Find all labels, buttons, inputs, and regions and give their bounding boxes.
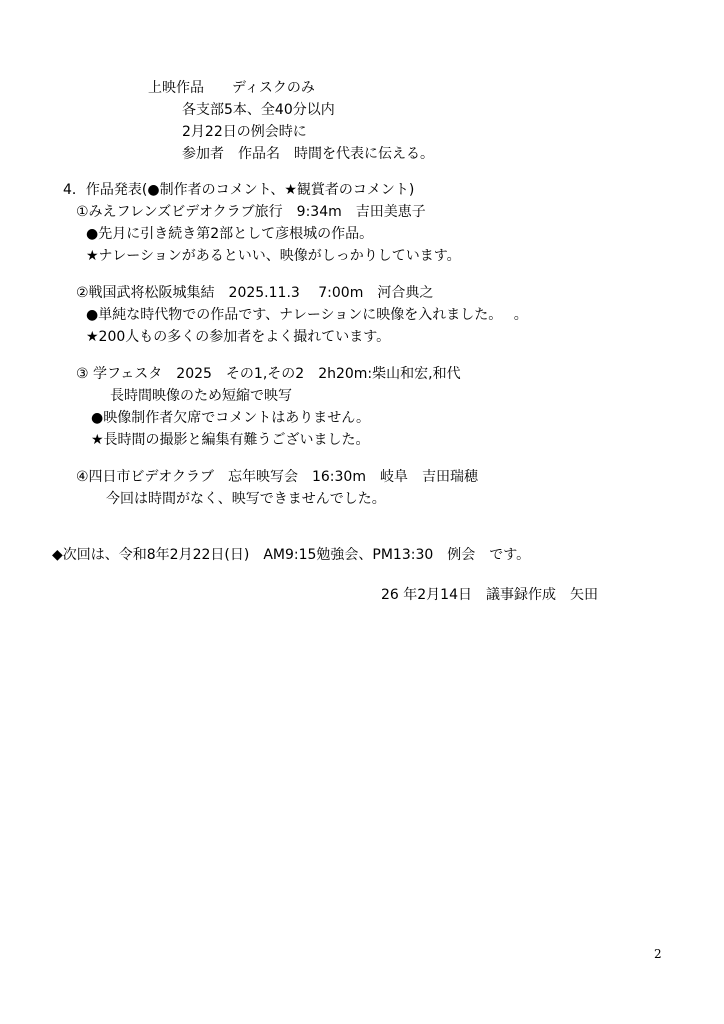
section-heading: 4．作品発表(●制作者のコメント、★観賞者のコメント): [63, 182, 415, 198]
work-4-note: 今回は時間がなく、映写できませんでした。: [106, 491, 386, 507]
work-1-comment-1: ●先月に引き続き第2部として彦根城の作品。: [86, 226, 374, 242]
screening-line-1: 上映作品 ディスクのみ: [148, 80, 315, 96]
work-3-comment-1: ●映像制作者欠席でコメントはありません。: [91, 410, 371, 426]
work-3-note: 長時間映像のため短縮で映写: [110, 388, 292, 404]
next-meeting: ◆次回は、令和8年2月22日(日) AM9:15勉強会、PM13:30 例会 です。: [52, 547, 531, 563]
work-2-title: ②戦国武将松阪城集結 2025.11.3 7:00m 河合典之: [76, 285, 434, 301]
screening-line-4: 参加者 作品名 時間を代表に伝える。: [182, 146, 434, 162]
work-3-title: ③ 学フェスタ 2025 その1,その2 2h20m:柴山和宏,和代: [76, 366, 461, 382]
work-1-comment-2: ★ナレーションがあるといい、映像がしっかりしています。: [86, 248, 461, 264]
work-4-title: ④四日市ビデオクラブ 忘年映写会 16:30m 岐阜 吉田瑞穂: [76, 469, 478, 485]
work-3-comment-2: ★長時間の撮影と編集有難うございました。: [91, 432, 370, 448]
page-number: 2: [654, 947, 662, 961]
work-1-title: ①みえフレンズビデオクラブ旅行 9:34m 吉田美恵子: [76, 204, 426, 220]
signature: 26 年2月14日 議事録作成 矢田: [381, 587, 598, 603]
work-2-comment-1: ●単純な時代物での作品です、ナレーションに映像を入れました。 。: [86, 307, 528, 323]
work-2-comment-2: ★200人もの多くの参加者をよく撮れています。: [86, 329, 391, 345]
screening-line-3: 2月22日の例会時に: [182, 124, 307, 140]
screening-line-2: 各支部5本、全40分以内: [182, 102, 335, 118]
